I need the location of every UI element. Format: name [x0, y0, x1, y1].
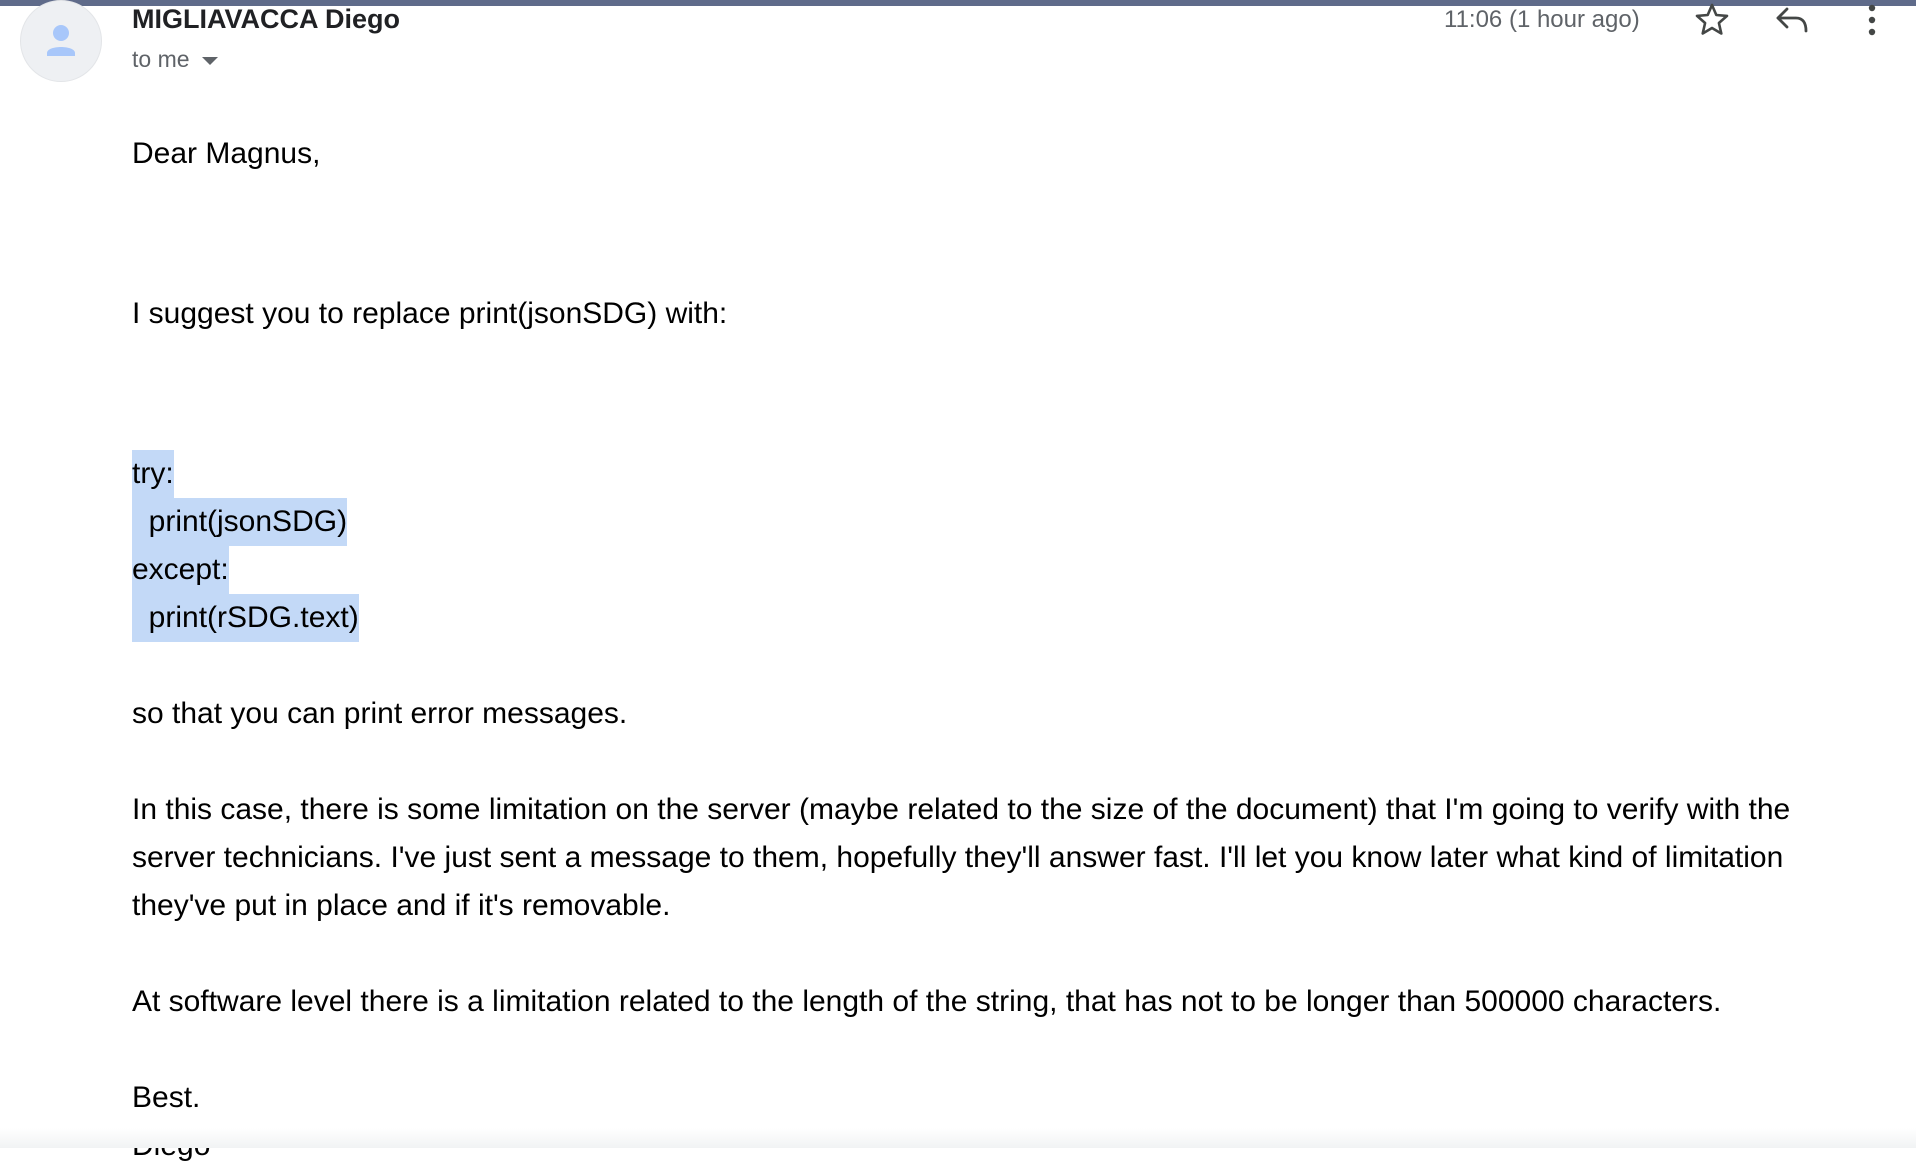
greeting-text: Dear Magnus,: [132, 137, 321, 170]
more-vert-icon: [1852, 0, 1892, 40]
person-icon: [21, 1, 101, 81]
code-line: try:: [132, 450, 174, 498]
code-line: except:: [132, 546, 229, 594]
message-body: [132, 130, 1872, 1170]
recipient-label: to me: [132, 46, 190, 72]
reply-button[interactable]: [1772, 0, 1812, 40]
software-limitation-paragraph: At software level there is a limitation related to the length of the string, that has not to be longer than 500000 characters.: [132, 985, 1722, 1018]
server-limitation-paragraph: In this case, there is some limitation on the server (maybe related to the size of the document) that I'm going to verify with the server technicians. I've just sent a message to them, hopefully they'll answer fast. I'll let you know later what kind of limitation they've put in place and if it's removable.: [132, 793, 1791, 922]
sender-name[interactable]: MIGLIAVACCA Diego: [132, 4, 400, 34]
suggestion-text: I suggest you to replace print(jsonSDG) with:: [132, 297, 728, 330]
after-code-text: so that you can print error messages.: [132, 697, 628, 730]
recipient-details[interactable]: [132, 46, 218, 73]
star-button[interactable]: [1692, 0, 1732, 40]
code-line: print(rSDG.text): [132, 594, 359, 642]
star-icon: [1692, 0, 1732, 40]
email-timestamp: 11:06 (1 hour ago): [1444, 6, 1640, 33]
bottom-edge: [0, 1128, 1916, 1148]
chevron-down-icon[interactable]: [202, 57, 218, 65]
more-options-button[interactable]: [1852, 0, 1892, 40]
code-snippet: [132, 450, 1872, 642]
sender-avatar[interactable]: [20, 0, 102, 82]
code-line: print(jsonSDG): [132, 498, 347, 546]
closing-text: Best.: [132, 1081, 201, 1114]
reply-icon: [1772, 0, 1812, 40]
